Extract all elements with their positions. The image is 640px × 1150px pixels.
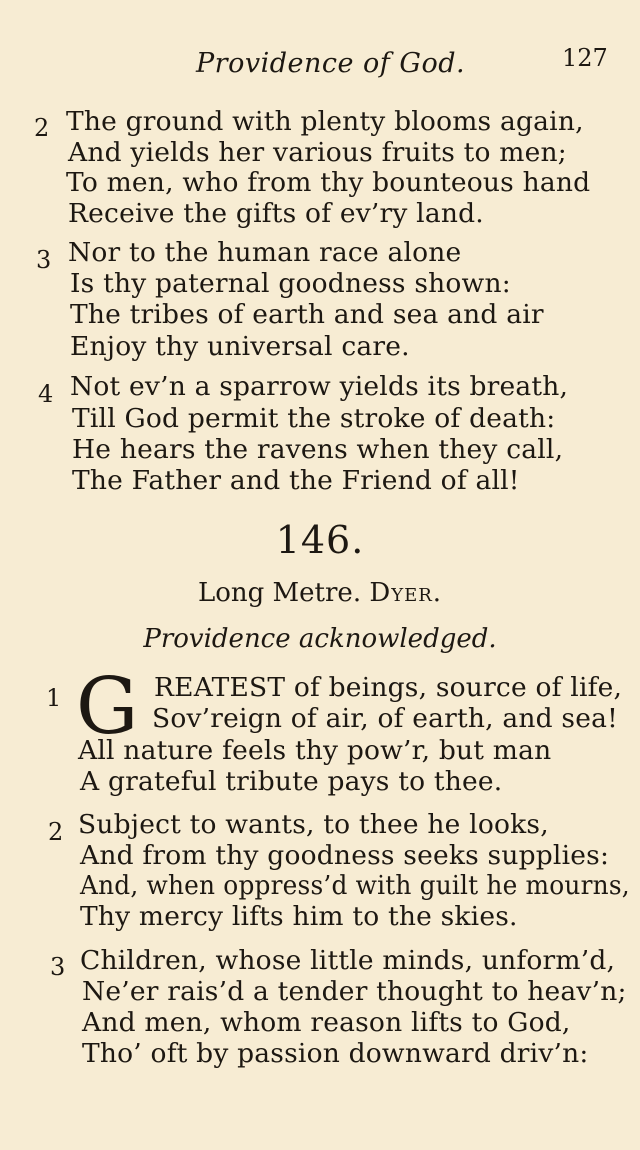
verse-line: And, when oppress’d with guilt he mourns, <box>80 870 630 901</box>
drop-cap: G <box>76 662 139 752</box>
stanza-number: 3 <box>36 246 52 274</box>
verse-line: To men, who from thy bounteous hand <box>66 167 591 198</box>
verse-line: A grateful tribute pays to thee. <box>80 766 503 797</box>
verse-line: He hears the ravens when they call, <box>72 434 564 465</box>
hymn-number: 146. <box>275 518 365 562</box>
meter-line <box>0 578 640 608</box>
verse-line: Subject to wants, to thee he looks, <box>78 809 549 840</box>
tune-name: Dyer. <box>369 578 443 608</box>
meter-name: Long Metre. <box>197 578 362 608</box>
page-number: 127 <box>562 44 608 72</box>
verse-line: Nor to the human race alone <box>68 237 462 268</box>
verse-line: Enjoy thy universal care. <box>70 331 410 362</box>
running-head: Providence of God. <box>196 48 466 79</box>
stanza-number: 3 <box>50 953 66 981</box>
stanza-number: 2 <box>34 114 50 142</box>
verse-line: Receive the gifts of ev’ry land. <box>68 198 484 229</box>
verse-line: Sov’reign of air, of earth, and sea! <box>152 703 618 734</box>
hymn-title: Providence acknowledged. <box>143 624 497 654</box>
verse-line: Is thy paternal goodness shown: <box>70 268 511 299</box>
verse-line: REATEST of beings, source of life, <box>154 672 623 703</box>
verse-line: The ground with plenty blooms again, <box>66 106 584 137</box>
verse-line: Children, whose little minds, unform’d, <box>80 945 616 976</box>
verse-line: Not ev’n a sparrow yields its breath, <box>70 371 569 402</box>
verse-line: Thy mercy lifts him to the skies. <box>80 901 518 932</box>
verse-line: And from thy goodness seeks supplies: <box>80 840 610 871</box>
stanza-number: 2 <box>48 818 64 846</box>
verse-line: And men, whom reason lifts to God, <box>82 1007 571 1038</box>
verse-line: And yields her various fruits to men; <box>68 137 567 168</box>
stanza-number: 4 <box>38 380 54 408</box>
verse-line: Ne’er rais’d a tender thought to heav’n; <box>82 976 627 1007</box>
verse-line: Till God permit the stroke of death: <box>72 403 556 434</box>
verse-line: Tho’ oft by passion downward driv’n: <box>82 1038 589 1069</box>
verse-line: The Father and the Friend of all! <box>72 465 520 496</box>
verse-line: The tribes of earth and sea and air <box>70 299 544 330</box>
stanza-number: 1 <box>46 684 62 712</box>
verse-line: All nature feels thy pow’r, but man <box>78 735 552 766</box>
